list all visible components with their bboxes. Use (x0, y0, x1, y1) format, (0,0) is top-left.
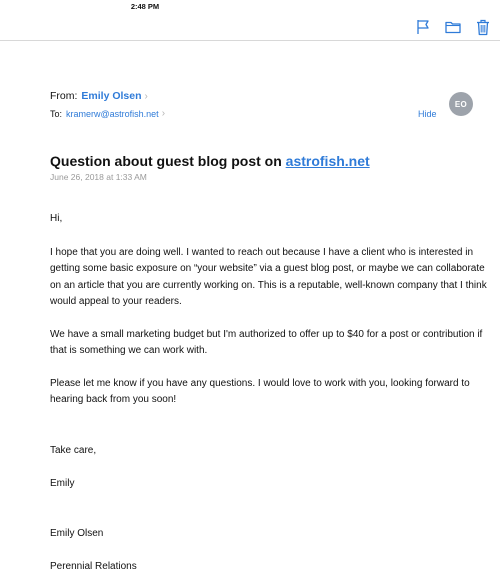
subject-domain-link[interactable]: astrofish.net (285, 153, 370, 169)
message-toolbar (404, 16, 494, 38)
body-paragraph: I hope that you are doing well. I wanted to reach out because I have a client who is interested in getting some basic exposure on “your website” via a guest blog post, or maybe we can collaborate on an article that you are currently working on. This is a reputable, well-known company that I think would appeal to your readers. (50, 246, 487, 307)
trash-icon (476, 19, 490, 36)
closing-line: Take care, (50, 444, 97, 456)
flag-icon (416, 19, 430, 35)
status-bar-time: 2:48 PM (130, 2, 160, 11)
sender-avatar[interactable]: EO (449, 92, 473, 116)
signature-name: Emily Olsen (50, 527, 104, 539)
sender-name[interactable]: Emily Olsen (81, 90, 142, 102)
folder-icon (445, 20, 461, 34)
chevron-right-icon[interactable]: › (161, 108, 166, 119)
message-header (50, 90, 470, 119)
from-row (50, 90, 470, 102)
toolbar-divider (0, 40, 500, 41)
from-label: From: (50, 90, 78, 102)
chevron-right-icon[interactable]: › (144, 90, 148, 102)
closing-name: Emily (50, 478, 75, 489)
to-label: To: (50, 108, 63, 119)
message-subject (50, 153, 370, 169)
message-date: June 26, 2018 at 1:33 AM (50, 172, 147, 182)
flag-button[interactable] (412, 16, 434, 38)
body-paragraph: We have a small marketing budget but I'm authorized to offer up to $40 for a post or contribution if that is something we can work with. (50, 328, 483, 356)
signature-company: Perennial Relations (50, 561, 137, 572)
move-to-folder-button[interactable] (442, 16, 464, 38)
recipient-address[interactable]: kramerw@astrofish.net (66, 108, 159, 119)
to-row (50, 108, 470, 119)
trash-button[interactable] (472, 16, 494, 38)
hide-details-link[interactable]: Hide (418, 109, 437, 119)
message-body (50, 211, 490, 576)
greeting: Hi, (50, 213, 63, 224)
body-paragraph: Please let me know if you have any questions. I would love to work with you, looking forward to hearing back from you soon! (50, 377, 470, 405)
subject-text: Question about guest blog post on (50, 153, 286, 169)
